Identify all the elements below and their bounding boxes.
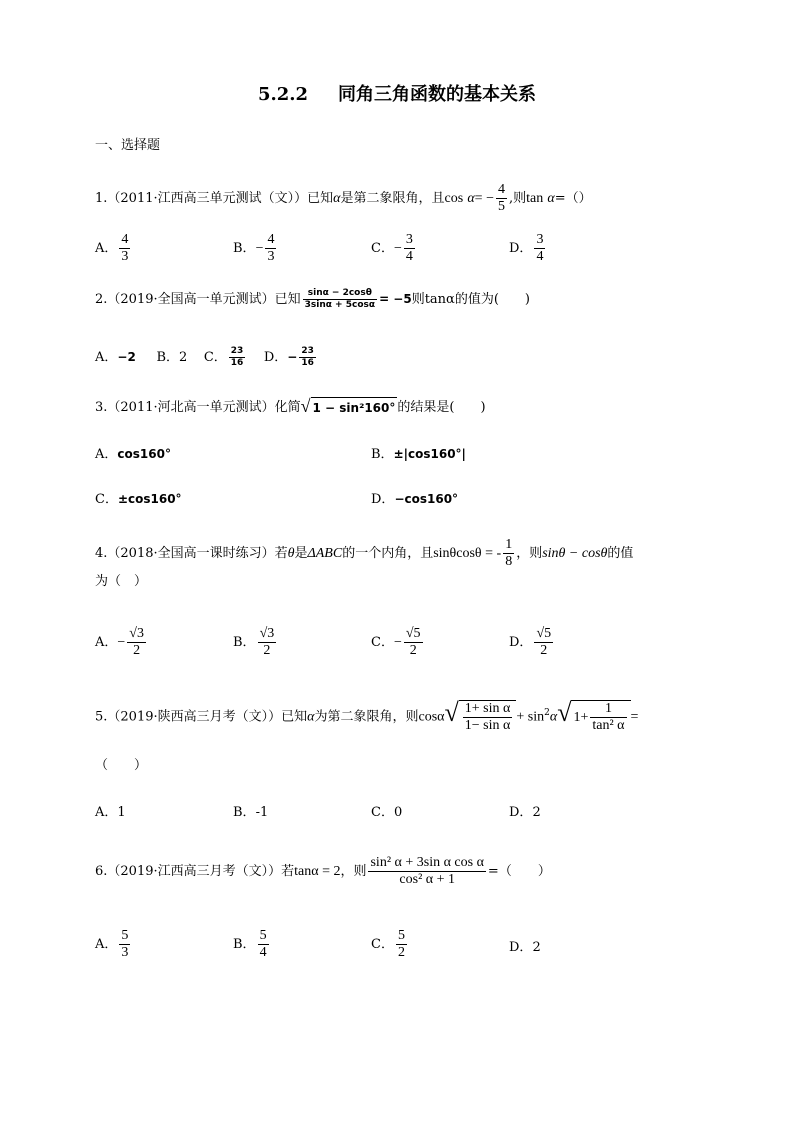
q5-line2: （ ）	[95, 758, 148, 773]
q4-expr: sinθcosθ = -	[433, 546, 502, 561]
q2-option-c-num: 23	[230, 346, 244, 356]
q5-fraction-2	[590, 701, 626, 734]
q5-eq: =	[630, 709, 639, 725]
q4-option-b-label: B．	[233, 635, 256, 650]
q6-option-a-num: 5	[121, 928, 129, 943]
q2-option-a[interactable]	[95, 350, 136, 365]
question-4	[95, 537, 633, 570]
q2-eq: = −5	[379, 292, 412, 306]
q2-option-c-label: C．	[203, 350, 227, 365]
q6-option-d[interactable]	[509, 936, 541, 955]
q1-option-a[interactable]	[95, 232, 132, 265]
q5-alpha-2: α	[549, 709, 558, 725]
q6-option-a-label: A．	[95, 937, 118, 952]
q6-prefix: 6.（2019·江西高三月考（文））若	[95, 864, 295, 879]
q1-fraction	[496, 182, 507, 215]
q1-option-c[interactable]	[371, 232, 417, 265]
q6-option-c-den: 2	[397, 945, 405, 960]
q1-mid: 是第二象限角，且	[340, 191, 445, 206]
q2-option-c[interactable]	[203, 346, 247, 368]
q3-option-d-label: D．	[371, 492, 395, 507]
q5-mid: 为第二象限角，则	[314, 709, 419, 725]
q6-mid: ，则	[340, 864, 367, 879]
q4-option-a-num: √3	[129, 626, 144, 641]
q1-option-d-num: 3	[536, 232, 544, 247]
q2-frac-den: 3sinα + 5cosα	[304, 300, 376, 310]
q4-option-b[interactable]	[233, 626, 278, 659]
q6-option-b-den: 4	[259, 945, 267, 960]
q5-alpha: α	[307, 709, 315, 725]
q1-frac-num: 4	[497, 182, 505, 197]
q4-line2: 为（ ）	[95, 574, 148, 589]
q4-option-c-frac	[404, 626, 423, 659]
q6-option-b[interactable]	[233, 928, 271, 961]
q1-eq: = −	[474, 191, 494, 206]
q1-option-a-label: A．	[95, 241, 118, 256]
q6-option-a-frac	[119, 928, 130, 961]
q1-option-c-num: 3	[405, 232, 413, 247]
q1-option-b[interactable]	[233, 232, 278, 265]
q4-option-d-frac	[534, 626, 553, 659]
q6-option-c[interactable]	[371, 928, 409, 961]
q1-option-c-den: 4	[405, 249, 413, 264]
q1-tan: tan	[526, 191, 544, 206]
q5-prefix: 5.（2019·陕西高三月考（文））已知	[95, 709, 308, 725]
q5-option-c-value: 0	[393, 805, 403, 820]
q3-tail: 的结果是( )	[397, 400, 486, 415]
question-1	[95, 182, 592, 215]
q4-tail: 的值	[607, 546, 634, 561]
q1-cos: cos	[444, 191, 464, 206]
q1-option-b-den: 3	[267, 249, 275, 264]
q3-option-a-label: A．	[95, 447, 118, 462]
q5-r2-pre: 1+	[573, 710, 589, 725]
q2-option-d-den: 16	[301, 358, 314, 368]
q5-option-a-label: A．	[95, 805, 118, 820]
q5-option-c[interactable]	[371, 801, 402, 820]
q6-tail: =（ ）	[487, 864, 551, 879]
q4-option-d-num: √5	[536, 626, 552, 641]
q2-option-d-label: D．	[263, 350, 288, 365]
q4-option-d-label: D．	[509, 635, 533, 650]
q2-fraction	[303, 288, 377, 311]
q4-option-a-frac	[127, 626, 146, 659]
q2-option-a-label: A．	[95, 350, 118, 365]
q4-option-a-den: 2	[133, 643, 141, 658]
q4-frac-num: 1	[505, 537, 513, 552]
q1-then: ,则	[508, 191, 527, 206]
question-3	[95, 396, 486, 419]
q5-sqrt-2-body	[571, 700, 630, 734]
q4-option-a[interactable]	[95, 626, 148, 659]
q5-sqrt-1	[445, 700, 517, 734]
q2-option-b[interactable]: B．2	[156, 350, 188, 365]
q5-r1-den: 1− sin α	[464, 718, 511, 733]
q3-sqrt	[301, 396, 398, 419]
q1-option-b-label: B．	[233, 241, 256, 256]
q3-option-d-value: −cos160°	[394, 492, 459, 506]
q3-option-b-value: ±|cos160°|	[393, 447, 466, 461]
q3-radicand: 1 − sin²160°	[311, 397, 398, 418]
q2-option-a-value: −2	[117, 350, 136, 364]
q1-alpha-2: α	[467, 191, 475, 206]
q3-option-c[interactable]	[95, 488, 182, 507]
q5-sqrt-2	[557, 700, 630, 734]
q6-option-d-value: 2	[532, 940, 541, 955]
question-2	[95, 288, 530, 311]
q6-option-c-label: C．	[371, 937, 394, 952]
q2-options	[95, 346, 318, 369]
title-number: 5.2.2	[257, 84, 309, 105]
q4-option-d[interactable]	[509, 626, 555, 659]
q2-tail: 则tanα的值为( )	[411, 292, 530, 307]
q2-option-d[interactable]	[263, 346, 318, 368]
q1-option-b-num: 4	[267, 232, 275, 247]
q5-option-a[interactable]	[95, 801, 126, 820]
q6-option-a[interactable]	[95, 928, 132, 961]
q6-condition: tanα = 2	[294, 864, 341, 879]
q3-prefix: 3.（2011·河北高一单元测试）化简	[95, 400, 301, 415]
q4-option-c-num: √5	[405, 626, 421, 641]
question-5	[95, 700, 638, 734]
q2-prefix: 2.（2019·全国高一单元测试）已知	[95, 292, 301, 307]
q3-option-b-label: B．	[371, 447, 394, 462]
q1-prefix: 1.（2011·江西高三单元测试（文））已知	[95, 191, 334, 206]
q5-option-b[interactable]	[233, 801, 268, 820]
q4-mid2: 的一个内角，且	[342, 546, 434, 561]
q4-expr2: sinθ − cosθ	[542, 546, 608, 561]
q1-option-b-frac	[265, 232, 276, 265]
title-text: 同角三角函数的基本关系	[338, 84, 537, 105]
q4-option-a-label: A．	[95, 635, 118, 650]
q4-mid3: ，则	[516, 546, 543, 561]
q3-option-a[interactable]	[95, 443, 171, 462]
q1-option-d[interactable]	[509, 232, 547, 265]
q4-frac-den: 8	[505, 554, 513, 569]
q4-option-b-den: 2	[263, 643, 271, 658]
q1-option-d-frac	[534, 232, 545, 265]
q2-option-d-sign: −	[287, 350, 298, 364]
q1-alpha: α	[333, 191, 341, 206]
q1-option-c-sign: −	[393, 241, 402, 256]
q4-option-b-num: √3	[259, 626, 275, 641]
q1-option-c-frac	[404, 232, 415, 265]
q1-frac-den: 5	[497, 199, 505, 214]
q5-plus-sin: + sin	[516, 709, 545, 725]
q3-option-c-value: ±cos160°	[117, 492, 182, 506]
q2-option-c-den: 16	[230, 358, 244, 368]
q5-option-d[interactable]	[509, 801, 541, 820]
q5-square: 2	[544, 708, 550, 719]
section-heading: 一、选择题	[95, 138, 161, 153]
q6-option-d-label: D．	[509, 940, 533, 955]
q4-theta: θ	[287, 546, 295, 561]
q1-tail: =（）	[554, 191, 592, 206]
q5-option-b-label: B．	[233, 805, 256, 820]
q1-option-a-num: 4	[121, 232, 129, 247]
q5-r1-num: 1+ sin α	[464, 701, 511, 716]
q3-option-b[interactable]	[371, 443, 466, 462]
q4-fraction	[503, 537, 514, 570]
q5-option-c-label: C．	[371, 805, 394, 820]
q1-option-d-den: 4	[536, 249, 544, 264]
q4-option-c-sign: −	[393, 635, 402, 650]
q1-option-a-den: 3	[121, 249, 129, 264]
q3-option-a-value: cos160°	[117, 447, 171, 461]
q5-r2-den: tan² α	[592, 718, 625, 733]
q6-fraction	[368, 855, 485, 888]
q1-alpha-3: α	[547, 191, 555, 206]
q6-frac-num: sin² α + 3sin α cos α	[370, 855, 484, 870]
q4-triangle: ΔABC	[307, 546, 343, 561]
q6-option-c-frac	[396, 928, 407, 961]
q4-option-d-den: 2	[540, 643, 548, 658]
q1-option-b-sign: −	[255, 241, 264, 256]
page-title	[0, 80, 794, 106]
q6-option-b-frac	[258, 928, 269, 961]
question-6	[95, 855, 551, 888]
q2-frac-num: sinα − 2cosθ	[303, 288, 377, 300]
q3-radical-sign: √	[300, 396, 311, 416]
q4-mid1: 是	[294, 546, 308, 561]
q2-option-d-frac	[299, 346, 316, 369]
q4-prefix: 4.（2018·全国高一课时练习）若	[95, 546, 288, 561]
q6-option-b-label: B．	[233, 937, 256, 952]
q5-radical-sign-2: √	[557, 698, 572, 727]
q1-option-c-label: C．	[371, 241, 394, 256]
q6-option-b-num: 5	[259, 928, 267, 943]
q2-option-d-num: 23	[301, 346, 314, 356]
q5-option-d-value: 2	[532, 805, 541, 820]
q1-option-a-frac	[119, 232, 130, 265]
q6-option-c-num: 5	[397, 928, 405, 943]
q4-option-b-frac	[258, 626, 277, 659]
q1-option-d-label: D．	[509, 241, 533, 256]
q4-option-c[interactable]	[371, 626, 425, 659]
q5-cos: cosα	[418, 709, 445, 725]
q3-option-c-label: C．	[95, 492, 118, 507]
q4-option-c-label: C．	[371, 635, 394, 650]
q5-option-d-label: D．	[509, 805, 533, 820]
q3-option-d[interactable]	[371, 488, 458, 507]
q5-option-b-value: -1	[255, 805, 269, 820]
q5-radical-sign-1: √	[444, 698, 459, 727]
q4-option-c-den: 2	[409, 643, 417, 658]
q5-fraction-1	[463, 701, 513, 734]
q5-r2-num: 1	[590, 701, 626, 718]
q4-option-a-sign: −	[117, 635, 126, 650]
q6-frac-den: cos² α + 1	[399, 872, 455, 887]
q5-option-a-value: 1	[117, 805, 126, 820]
q6-option-a-den: 3	[121, 945, 129, 960]
q2-option-c-frac	[229, 346, 246, 369]
q5-sqrt-1-body	[459, 700, 517, 734]
